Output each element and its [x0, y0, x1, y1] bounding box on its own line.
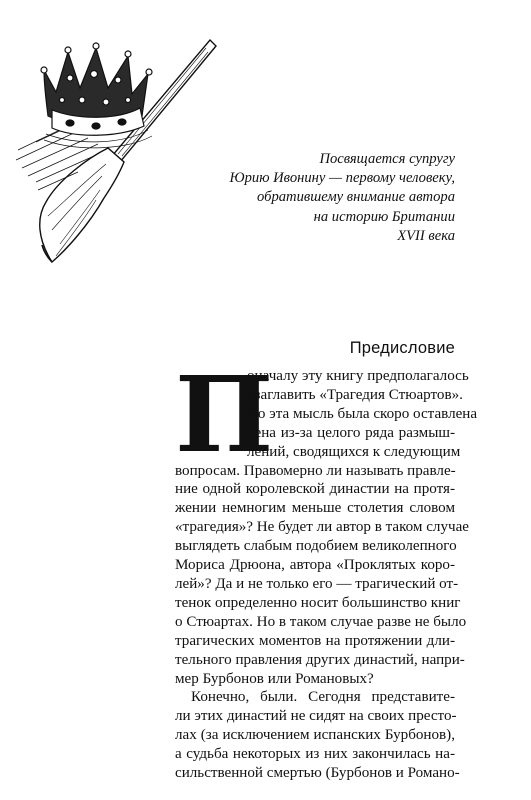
text-line: оначалу эту книгу предполагалось [247, 368, 469, 384]
text-line: «трагедия»? Не будет ли автор в таком случае [175, 519, 470, 536]
text-line: лений, сводящихся к следующим [247, 443, 461, 460]
text-line: озаглавить «Трагедия Стюартов». [247, 386, 463, 403]
text-line: лах (за исключением испанских Бурбонов), [175, 727, 455, 744]
text-line: Конечно, были. Сегодня представите- [191, 689, 455, 706]
text-line: Но эта мысль была скоро оставлена [247, 405, 478, 422]
text-line: ли этих династий не сидят на своих престо- [175, 708, 457, 725]
dedication-line: обратившему внимание автора [257, 189, 455, 206]
text-line: ние одной королевской династии на протя- [175, 481, 455, 498]
text-line: лей»? Да и не только его — трагический от- [175, 575, 459, 592]
text-line: а судьба некоторых из них закончилась на- [175, 746, 455, 763]
drop-cap: П [175, 353, 274, 476]
dedication-line: Посвящается супругу [319, 151, 455, 167]
text-line: мер Бурбонов или Романовых? [175, 670, 374, 687]
body-text [175, 353, 478, 783]
dedication-line: XVII века [397, 227, 455, 244]
section-heading: Предисловие [349, 339, 455, 357]
dedication-line: Юрию Ивонину — первому человеку, [229, 170, 455, 187]
dedication [215, 150, 455, 246]
text-line: Мориса Дрюона, автора «Проклятых коро- [175, 557, 455, 574]
text-line: о Стюартах. Но в таком случае разве не было [175, 613, 467, 630]
text-line: тельного правления других династий, напри- [175, 651, 465, 668]
text-line: сильственной смертью (Бурбонов и Романо- [175, 765, 460, 782]
text-line: лена из-за целого ряда размыш- [247, 424, 455, 441]
text-line: вопросам. Правомерно ли называть правле- [175, 462, 456, 479]
text-line: трагических моментов на протяжении дли- [175, 632, 455, 649]
text-line: тенок определенно носит большинство книг [175, 594, 461, 611]
dedication-line: на историю Британии [313, 208, 455, 225]
crown-and-axe-illustration [8, 30, 218, 265]
text-line: выглядеть слабым подобием великолепного [175, 538, 457, 555]
text-line: жении немногим меньше столетия словом [175, 500, 455, 517]
